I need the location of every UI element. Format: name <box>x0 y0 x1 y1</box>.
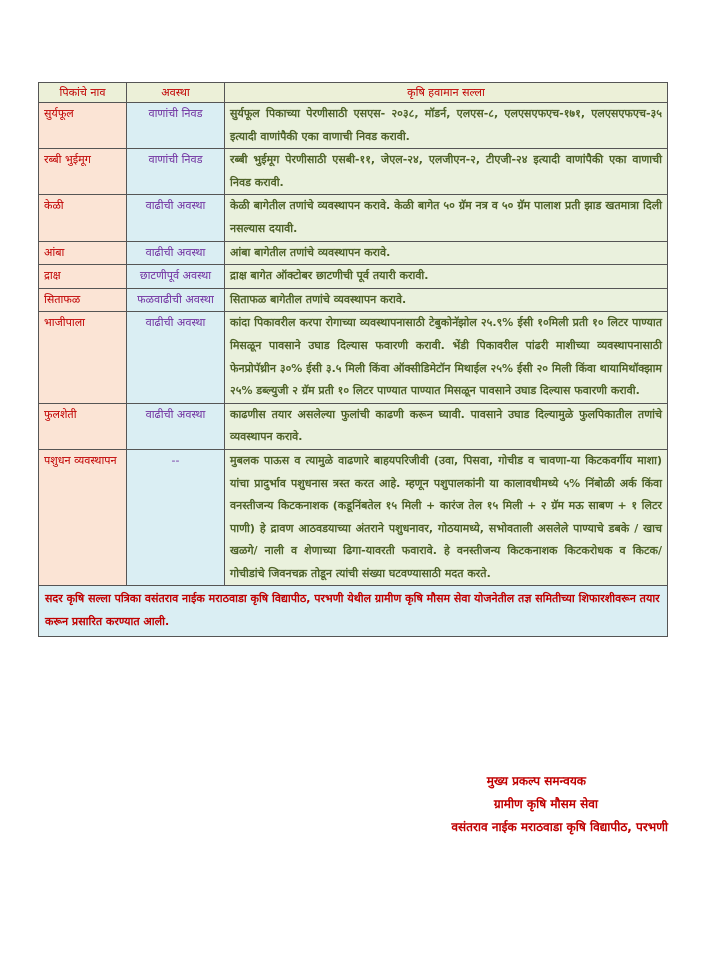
header-advice: कृषि हवामान सल्ला <box>225 83 668 103</box>
crop-stage: वाणांची निवड <box>127 149 225 195</box>
footer-note: सदर कृषि सल्ला पत्रिका वसंतराव नाईक मराठवाडा कृषि विद्यापीठ, परभणी येथील ग्रामीण कृषि मौसम सेवा योजनेतील तज्ञ समितीच्या शिफारशीवरून तयार करून प्रसारित करण्यात आली. <box>39 586 668 636</box>
crop-name: केळी <box>39 195 127 241</box>
crop-advice: कांदा पिकावरील करपा रोगाच्या व्यवस्थापनासाठी टेबुकोनॅझोल २५.९% ईसी १०मिली प्रती १० लिटर पाण्यात मिसळून पावसाने उघाड दिल्यास फवारणी करावी. भेंडी पिकावरील पांढरी माशीच्या व्यवस्थापनासाठी फेनप्रोपॅथ्रीन ३०% ईसी ३.५ मिली किंवा ऑक्सीडिमेटॉन मिथाईल २५% ईसी २० मिली किंवा थायामिथॉक्झाम २५% डब्ल्युजी २ ग्रॅम प्रती १० लिटर पाण्यात पाण्यात मिसळून पावसाने उघाड दिल्यास फवारणी करावी. <box>225 312 668 403</box>
crop-name: फुलशेती <box>39 403 127 449</box>
crop-advice: द्राक्ष बागेत ऑक्टोबर छाटणीची पूर्व तयारी करावी. <box>225 265 668 289</box>
crop-stage: छाटणीपूर्व अवस्था <box>127 265 225 289</box>
crop-name: सुर्यफूल <box>39 103 127 149</box>
crop-stage: वाढीची अवस्था <box>127 403 225 449</box>
crop-advice: आंबा बागेतील तणांचे व्यवस्थापन करावे. <box>225 241 668 265</box>
crop-advice: केळी बागेतील तणांचे व्यवस्थापन करावे. केळी बागेत ५० ग्रॅम नत्र व ५० ग्रॅम पालाश प्रती झाड खतमात्रा दिली नसल्यास दयावी. <box>225 195 668 241</box>
crop-advice: सुर्यफूल पिकाच्या पेरणीसाठी एसएस- २०३८, मॉडर्न, एलएस-८, एलएसएफएच-१७१, एलएसएफएच-३५ इत्यादी वाणांपैकी एका वाणाची निवड करावी. <box>225 103 668 149</box>
signature-line-university: वसंतराव नाईक मराठवाडा कृषि विद्यापीठ, परभणी <box>451 820 668 834</box>
footer-row <box>39 586 668 636</box>
crop-name: भाजीपाला <box>39 312 127 403</box>
table-row <box>39 403 668 449</box>
crop-name: रब्बी भुईमूग <box>39 149 127 195</box>
advisory-table <box>38 82 668 637</box>
header-crop: पिकांचे नाव <box>39 83 127 103</box>
crop-stage: वाढीची अवस्था <box>127 195 225 241</box>
crop-stage: फळवाढीची अवस्था <box>127 288 225 312</box>
crop-advice: मुबलक पाऊस व त्यामुळे वाढणारे बाहयपरिजीवी (उवा, पिसवा, गोचीड व चावणा-या किटकवर्गीय माशा) यांचा प्रादुर्भाव पशुधनास त्रस्त करत आहे. म्हणून पशुपालकांनी या कालावधीमध्ये ५% निंबोळी अर्क किंवा वनस्तीजन्य किटकनाशक (कडूनिंबतेल १५ मिली + कारंज तेल १५ मिली + २ ग्रॅम मऊ साबण + १ लिटर पाणी) हे द्रावण आठवडयाच्या अंतराने पशुधनावर, गोठयामध्ये, सभोवताली असलेले पाण्याचे डबके / खाच खळगे/ नाली व शेणाच्या ढिगा-यावरती फवारावे. हे वनस्तीजन्य किटकनाशक किटकरोधक व किटक/ गोचीडांचे जिवनचक्र तोडून त्यांची संख्या घटवण्यासाठी मदत करते. <box>225 449 668 586</box>
crop-advice: काढणीस तयार असलेल्या फुलांची काढणी करून घ्यावी. पावसाने उघाड दिल्यामुळे फुलपिकातील तणांचे व्यवस्थापन करावे. <box>225 403 668 449</box>
crop-stage: वाढीची अवस्था <box>127 241 225 265</box>
table-row <box>39 265 668 289</box>
signature-block <box>451 770 668 839</box>
crop-advice: रब्बी भुईमूग पेरणीसाठी एसबी-११, जेएल-२४, एलजीएन-२, टीएजी-२४ इत्यादी वाणांपैकी एका वाणाची निवड करावी. <box>225 149 668 195</box>
table-row <box>39 103 668 149</box>
crop-stage: -- <box>127 449 225 586</box>
crop-name: आंबा <box>39 241 127 265</box>
table-row <box>39 241 668 265</box>
table-header-row <box>39 83 668 103</box>
table-row <box>39 449 668 586</box>
signature-line-title: मुख्य प्रकल्प समन्वयक <box>486 774 586 788</box>
table-row <box>39 149 668 195</box>
crop-name: पशुधन व्यवस्थापन <box>39 449 127 586</box>
crop-advice: सिताफळ बागेतील तणांचे व्यवस्थापन करावे. <box>225 288 668 312</box>
crop-name: द्राक्ष <box>39 265 127 289</box>
signature-line-service: ग्रामीण कृषि मौसम सेवा <box>493 797 598 811</box>
crop-stage: वाणांची निवड <box>127 103 225 149</box>
table-row <box>39 288 668 312</box>
table-row <box>39 195 668 241</box>
header-stage: अवस्था <box>127 83 225 103</box>
crop-name: सिताफळ <box>39 288 127 312</box>
crop-stage: वाढीची अवस्था <box>127 312 225 403</box>
table-row <box>39 312 668 403</box>
